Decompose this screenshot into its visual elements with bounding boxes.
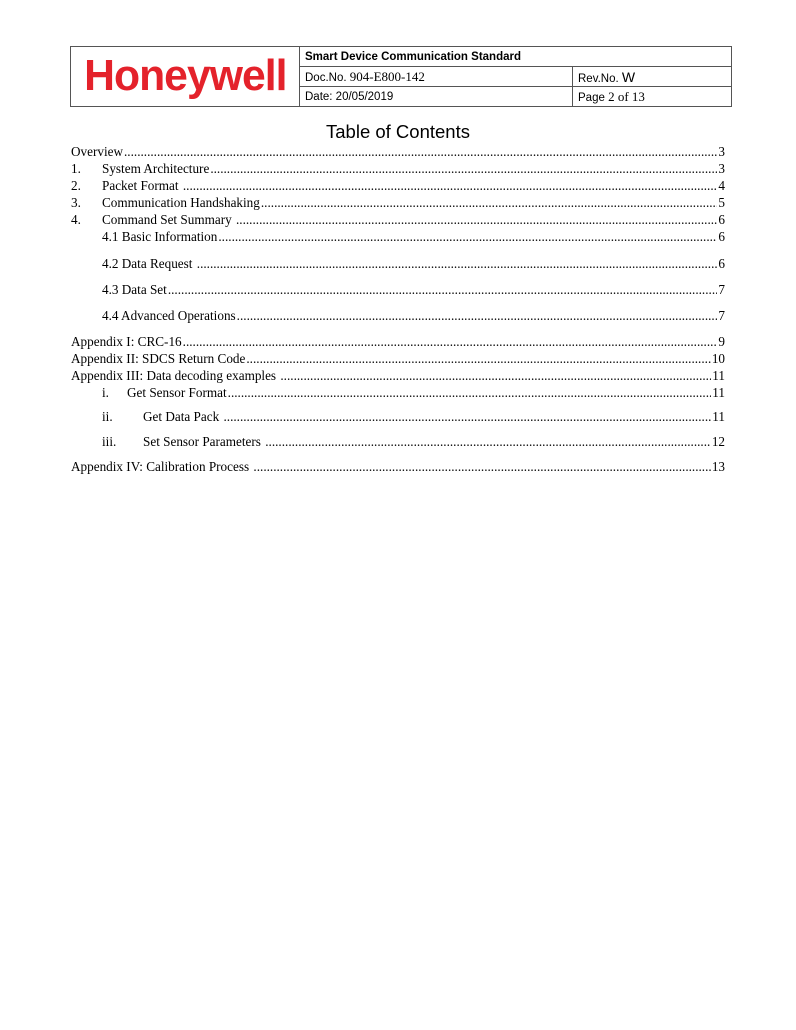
toc-entry-label: 4.1 Basic Information <box>102 229 218 244</box>
toc-leader <box>218 229 717 245</box>
revision-number: W <box>621 68 636 85</box>
toc-leader <box>261 195 718 211</box>
toc-leader <box>210 161 717 177</box>
toc-entry-label: System Architecture <box>102 161 210 176</box>
toc-leader <box>223 409 711 425</box>
page-cell <box>573 87 732 107</box>
toc-leader <box>228 385 712 401</box>
toc-entry-page: 6 <box>718 256 725 271</box>
toc-entry-page: 7 <box>718 282 725 297</box>
toc-entry-page: 4 <box>718 178 725 193</box>
toc-entry-label: Appendix IV: Calibration Process <box>71 459 250 474</box>
toc-entry-page: 6 <box>718 212 725 227</box>
revision-label: Rev.No. <box>578 72 619 85</box>
toc-entry-page: 11 <box>712 385 725 400</box>
toc-entry[interactable] <box>102 409 725 425</box>
toc-leader <box>236 212 717 228</box>
toc-title: Table of Contents <box>326 121 470 142</box>
toc-entry-label: Set Sensor Parameters <box>143 434 261 449</box>
toc-entry[interactable] <box>71 368 725 384</box>
toc-entry-number: ii. <box>102 409 113 424</box>
toc-leader <box>253 459 710 475</box>
toc-entry-label: Command Set Summary <box>102 212 232 227</box>
toc-entry-page: 6 <box>718 229 725 244</box>
doc-number-cell <box>300 67 573 87</box>
toc-entry-page: 11 <box>712 409 725 424</box>
toc-entry-page: 11 <box>712 368 725 383</box>
toc-entry-page: 13 <box>711 459 725 474</box>
toc-entry-page: 3 <box>718 144 725 159</box>
toc-entry-label: Get Sensor Format <box>127 385 227 400</box>
toc-leader <box>197 256 718 272</box>
doc-number-label: Doc.No. <box>305 71 347 84</box>
toc-leader <box>237 308 718 324</box>
toc-entry-label: Communication Handshaking <box>102 195 260 210</box>
toc-entry-label: 4.3 Data Set <box>102 282 167 297</box>
logo-cell <box>71 47 300 107</box>
toc-entry-label: Appendix I: CRC-16 <box>71 334 182 349</box>
toc-entry-label: Appendix II: SDCS Return Code <box>71 351 246 366</box>
toc-entry-page: 7 <box>718 308 725 323</box>
toc-entry-page: 12 <box>711 434 725 449</box>
document-header-table <box>70 46 732 107</box>
toc-entry[interactable] <box>102 229 725 245</box>
toc-entry-number: 4. <box>71 212 81 227</box>
toc-entry[interactable] <box>102 256 725 272</box>
toc-leader <box>124 144 717 160</box>
toc-entry-number: 2. <box>71 178 81 193</box>
toc-entry[interactable] <box>71 178 725 194</box>
toc-entry-label: Packet Format <box>102 178 179 193</box>
toc-entry-number: 1. <box>71 161 81 176</box>
toc-entry-label: Appendix III: Data decoding examples <box>71 368 277 383</box>
toc-leader <box>183 334 718 350</box>
page-number: 2 of 13 <box>608 88 645 104</box>
toc-entry-number: i. <box>102 385 109 400</box>
toc-entry-label: Get Data Pack <box>143 409 220 424</box>
revision-cell <box>573 67 732 87</box>
toc-entry[interactable] <box>71 351 725 367</box>
date-cell: Date: 20/05/2019 <box>300 87 573 107</box>
page-label: Page <box>578 91 605 104</box>
toc-entry-page: 3 <box>718 161 725 176</box>
toc-entry-label: 4.4 Advanced Operations <box>102 308 236 323</box>
toc-entry[interactable] <box>102 385 725 401</box>
toc-entry[interactable] <box>71 459 725 475</box>
honeywell-logo: Honeywell <box>83 50 287 100</box>
toc-entry[interactable] <box>102 434 725 450</box>
toc-leader <box>168 282 718 298</box>
toc-entry-page: 9 <box>718 334 725 349</box>
toc-entry-label: Overview <box>71 144 123 159</box>
toc-entry[interactable] <box>102 308 725 324</box>
toc-entry-label: 4.2 Data Request <box>102 256 193 271</box>
toc-leader <box>280 368 711 384</box>
document-title: Smart Device Communication Standard <box>300 47 732 67</box>
toc-entry-page: 5 <box>718 195 725 210</box>
toc-entry[interactable] <box>71 144 725 160</box>
toc-leader <box>183 178 718 194</box>
toc-entry[interactable] <box>71 161 725 177</box>
toc-entry[interactable] <box>71 334 725 350</box>
toc-entry-number: 3. <box>71 195 81 210</box>
toc-leader <box>246 351 710 367</box>
toc-entry-page: 10 <box>711 351 725 366</box>
doc-number: 904-E800-142 <box>349 68 425 84</box>
toc-entry[interactable] <box>102 282 725 298</box>
toc-entry-number: iii. <box>102 434 117 449</box>
toc-entry[interactable] <box>71 212 725 228</box>
toc-leader <box>265 434 711 450</box>
toc-entry[interactable] <box>71 195 725 211</box>
